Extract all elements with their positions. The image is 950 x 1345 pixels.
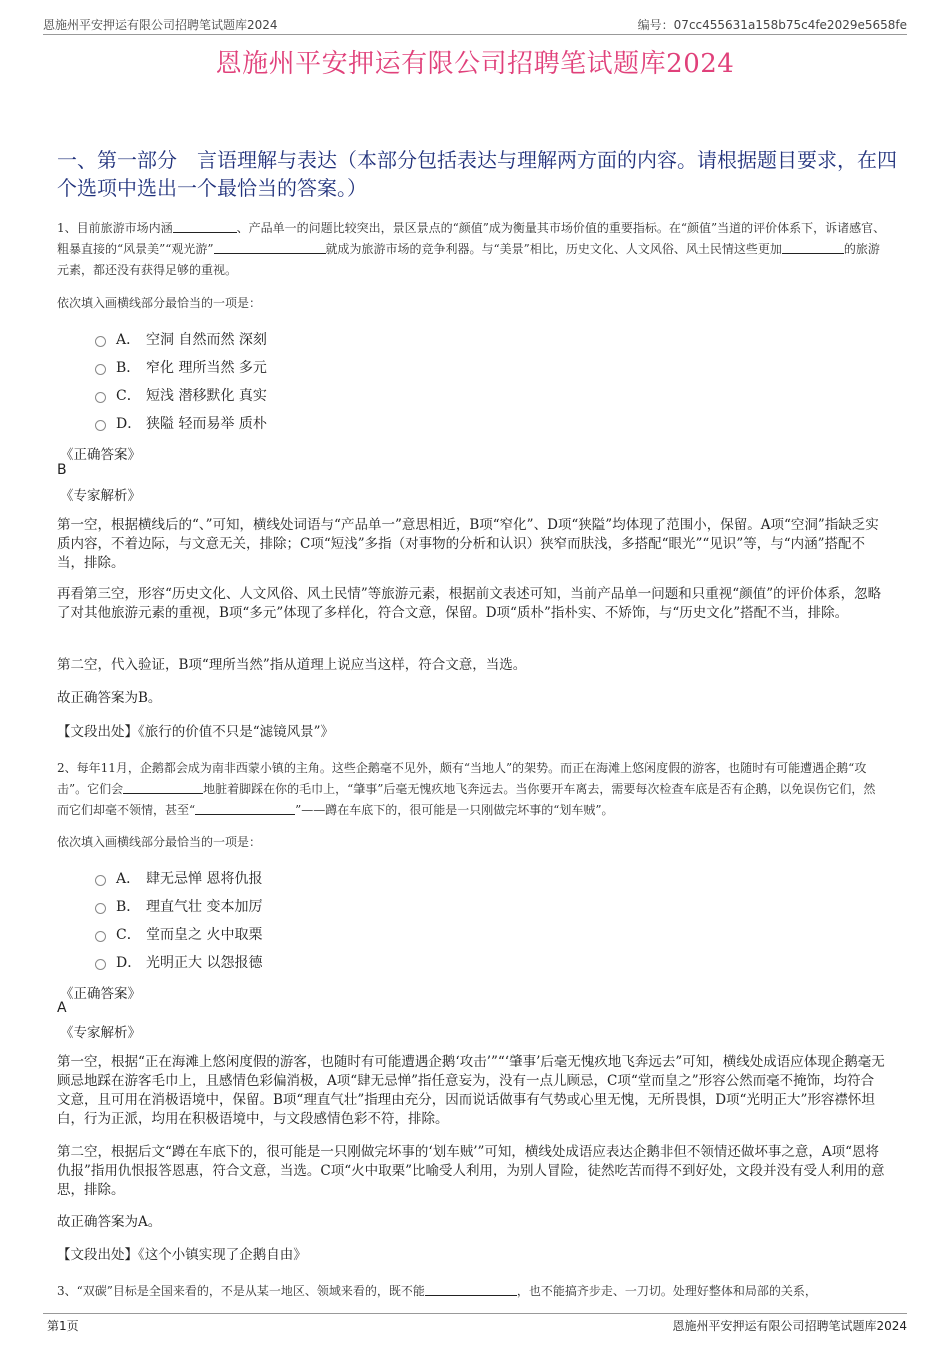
option-letter: D． xyxy=(116,416,142,432)
q2-blank-1 xyxy=(123,781,203,794)
option-text: 光明正大 以怨报德 xyxy=(146,955,263,971)
option-text: 肆无忌惮 恩将仇报 xyxy=(146,871,263,887)
q1-blank-1 xyxy=(173,220,237,233)
option-letter: C． xyxy=(116,927,141,943)
q1-analysis-1: 第一空，根据横线后的“、”可知，横线处词语与“产品单一”意思相近，B项“窄化”、D项“狭隘”均体现了范围小，保留。A项“空洞”指缺乏实质内容，不着边际，与文意无关，排除；C项“短浅”多指（对事物的分析和认识）狭窄而肤浅，多搭配“眼光”“见识”等，与“内涵”搭配不当，排除。 xyxy=(57,517,879,571)
radio-icon[interactable] xyxy=(95,420,106,431)
header-title: 恩施州平安押运有限公司招聘笔试题库2024 xyxy=(43,18,278,32)
q2-instruction: 依次填入画横线部分最恰当的一项是： xyxy=(57,835,262,849)
q1-text-part-2: 、产品单一的问题比较突出，景区景点的“颜值”成为衡量其市场价值的重要指标。在“颜值”当道的评价体系下，诉诸感官、粗暴直接的“风景美”“观光游” xyxy=(57,221,886,256)
q2-blank-2 xyxy=(195,802,295,815)
footer-title: 恩施州平安押运有限公司招聘笔试题库2024 xyxy=(672,1319,907,1333)
q1-text-part-1: 1、目前旅游市场内涵 xyxy=(57,221,173,235)
q1-text-part-3: 就成为旅游市场的竞争利器。与“美景”相比，历史文化、人文风俗、风土民情这些更加 xyxy=(325,242,782,256)
radio-icon[interactable] xyxy=(95,931,106,942)
radio-icon[interactable] xyxy=(95,336,106,347)
q1-blank-3 xyxy=(782,241,844,254)
option-text: 理直气壮 变本加厉 xyxy=(146,899,263,915)
option-text: 狭隘 轻而易举 质朴 xyxy=(146,416,267,432)
q2-answer-label: 《正确答案》 xyxy=(60,986,141,1002)
q2-text-part-1: 2、每年11月，企鹅都会成为南非西蒙小镇的主角。这些企鹅毫不见外，颇有“当地人”的架势。而正在海滩上悠闲度假的游客，也随时有可能遭遇企鹅“攻击”。它们会 xyxy=(57,761,867,796)
question-2-text xyxy=(57,758,887,821)
q2-option-a[interactable] xyxy=(95,864,495,892)
radio-icon[interactable] xyxy=(95,392,106,403)
q1-answer-label: 《正确答案》 xyxy=(60,447,141,463)
q3-text-part-1: 3、“双碳”目标是全国来看的，不是从某一地区、领域来看的，既不能 xyxy=(57,1284,425,1298)
page-number: 第1页 xyxy=(47,1319,79,1333)
q2-option-d[interactable] xyxy=(95,948,495,976)
q1-analysis-4: 故正确答案为B。 xyxy=(57,690,162,706)
q1-instruction: 依次填入画横线部分最恰当的一项是： xyxy=(57,296,262,310)
option-text: 空洞 自然而然 深刻 xyxy=(146,332,267,348)
option-letter: B． xyxy=(116,360,141,376)
q2-answer: A xyxy=(57,1000,67,1016)
q2-text-part-2: 地脏着脚踩在你的毛巾上，“肇事”后毫无愧疚地飞奔远去。当你要开车离去，需要每次检查车底是否有企鹅，以免误伤它们，然而它们却毫不领情，甚至“ xyxy=(57,782,876,817)
option-letter: A． xyxy=(116,332,141,348)
q1-analysis-2: 再看第三空，形容“历史文化、人文风俗、风土民情”等旅游元素，根据前文表述可知，当前产品单一问题和只重视“颜值”的评价体系，忽略了对其他旅游元素的重视，B项“多元”体现了多样化，符合文意，保留。D项“质朴”指朴实、不矫饰，与“历史文化”搭配不当，排除。 xyxy=(57,586,882,621)
q2-options xyxy=(95,864,495,976)
option-text: 短浅 潜移默化 真实 xyxy=(146,388,267,404)
q2-option-b[interactable] xyxy=(95,892,495,920)
question-3-text xyxy=(57,1281,887,1302)
q2-analysis-2: 第二空，根据后文“蹲在车底下的，很可能是一只刚做完坏事的‘划车贼’”可知，横线处成语应表达企鹅非但不领情还做坏事之意，A项“恩将仇报”指用仇恨报答恩惠，符合文意，当选。C项“火中取栗”比喻受人利用，为别人冒险，徒然吃苦而得不到好处，文段并没有受人利用的意思，排除。 xyxy=(57,1144,885,1198)
option-letter: A． xyxy=(116,871,141,887)
q1-answer: B xyxy=(57,462,67,478)
q2-analysis-1: 第一空，根据“正在海滩上悠闲度假的游客，也随时有可能遭遇企鹅‘攻击’”“‘肇事’后毫无愧疚地飞奔远去”可知，横线处成语应体现企鹅毫无顾忌地踩在游客毛巾上，且感情色彩偏消极，A项“肆无忌惮”指任意妄为，没有一点儿顾忌，C项“堂而皇之”形容公然而毫不掩饰，均符合文意，且可用在消极语境中，保留。B项“理直气壮”指理由充分，因而说话做事有气势或心里无愧，无所畏惧，D项“光明正大”形容襟怀坦白，行为正派，均用在积极语境中，与文段感情色彩不符，排除。 xyxy=(57,1054,885,1127)
page-header xyxy=(43,14,907,35)
q1-blank-2 xyxy=(214,241,326,254)
radio-icon[interactable] xyxy=(95,364,106,375)
q1-analysis-label: 《专家解析》 xyxy=(60,488,141,504)
q1-source: 【文段出处】《旅行的价值不只是“滤镜风景”》 xyxy=(57,724,335,740)
q1-option-d[interactable] xyxy=(95,409,495,437)
radio-icon[interactable] xyxy=(95,875,106,886)
radio-icon[interactable] xyxy=(95,959,106,970)
q1-option-a[interactable] xyxy=(95,325,495,353)
option-letter: D． xyxy=(116,955,142,971)
section-heading: 一、第一部分 言语理解与表达（本部分包括表达与理解两方面的内容。请根据题目要求，在四个选项中选出一个最恰当的答案。） xyxy=(57,148,897,200)
option-letter: C． xyxy=(116,388,141,404)
option-text: 堂而皇之 火中取栗 xyxy=(146,927,263,943)
question-1-text xyxy=(57,218,887,281)
option-text: 窄化 理所当然 多元 xyxy=(146,360,267,376)
q1-options xyxy=(95,325,495,437)
q2-analysis-3: 故正确答案为A。 xyxy=(57,1214,162,1230)
q1-option-c[interactable] xyxy=(95,381,495,409)
q2-source: 【文段出处】《这个小镇实现了企鹅自由》 xyxy=(57,1247,307,1263)
radio-icon[interactable] xyxy=(95,903,106,914)
document-title: 恩施州平安押运有限公司招聘笔试题库2024 xyxy=(215,49,735,79)
q1-option-b[interactable] xyxy=(95,353,495,381)
page-footer xyxy=(43,1313,907,1334)
q2-option-c[interactable] xyxy=(95,920,495,948)
q3-blank-1 xyxy=(425,1283,517,1296)
q2-analysis-label: 《专家解析》 xyxy=(60,1025,141,1041)
header-doc-id: 编号：07cc455631a158b75c4fe2029e5658fe xyxy=(637,18,907,32)
q2-text-part-3: ”——蹲在车底下的，很可能是一只刚做完坏事的“划车贼”。 xyxy=(295,803,614,817)
q1-text-part-4: 的旅游元素，都还没有获得足够的重视。 xyxy=(57,242,880,277)
option-letter: B． xyxy=(116,899,141,915)
q1-analysis-3: 第二空，代入验证，B项“理所当然”指从道理上说应当这样，符合文意，当选。 xyxy=(57,657,527,673)
q3-text-part-2: ，也不能搞齐步走、一刀切。处理好整体和局部的关系， xyxy=(516,1284,817,1298)
